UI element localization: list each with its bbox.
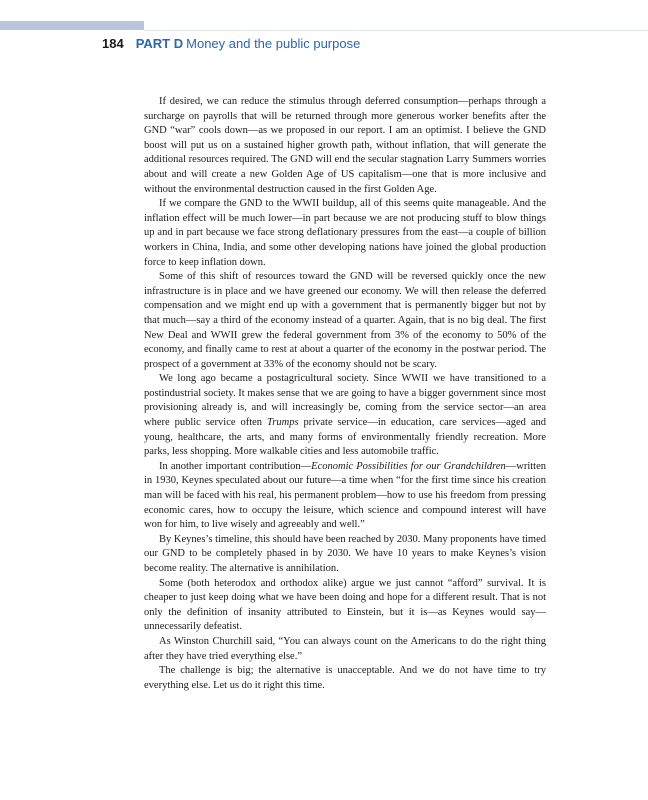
paragraph-5-text-b: —written in 1930, Keynes speculated about our future—a time when “for the first time since his creation man will be faced with his real, his permanent problem—how to use his freedom from pressing economic cares, how to occupy the leisure, which science and compound interest will have won for him, to live wisely and agreeably and well.” bbox=[144, 460, 546, 531]
header-color-band bbox=[0, 21, 144, 30]
paragraph-6: By Keynes’s timeline, this should have been reached by 2030. Many proponents have timed our GND to be completely phased in by 2030. We have 10 years to make Keynes’s vision become reality. The alternative is annihilation. bbox=[144, 533, 546, 574]
paragraph-1: If desired, we can reduce the stimulus through deferred consumption—perhaps through a surcharge on payrolls that will be returned through more generous worker benefits after the GND “war” cools down—as we proposed in our report. I am an optimist. I believe the GND boost will put us on a sustained higher growth path, without inflation, that will generate the additional resources required. The GND will end the secular stagnation Larry Summers worries about and will create a new Golden Age of US capitalism—one that is more inclusive and without the environmental destruction caused in the first Golden Age. bbox=[144, 96, 546, 195]
running-header bbox=[102, 35, 360, 53]
paragraph-4-text-b: private service—in education, care services—aged and young, healthcare, the arts, and many forms of environmentally friendly recreation. More parks, less shopping. More walkable cities and less automobile traffic. bbox=[144, 417, 546, 458]
paragraph-2: If we compare the GND to the WWII buildup, all of this seems quite manageable. And the inflation effect will be much lower—in part because we are not producing stuff to blow things up and in part because we face strong deflationary pressures from the east—a couple of billion workers in China, India, and some other developing nations have joined the global production force to keep inflation down. bbox=[144, 198, 546, 268]
paragraph-9: The challenge is big; the alternative is unacceptable. And we do not have time to try everything else. Let us do it right this time. bbox=[144, 665, 546, 691]
paragraph-7: Some (both heterodox and orthodox alike) argue we just cannot “afford” survival. It is cheaper to just keep doing what we have been doing and hope for a different result. That is not only the definition of insanity attributed to Einstein, but it is—as Keynes would say—unnecessarily defeatist. bbox=[144, 577, 546, 633]
paragraph-4 bbox=[144, 372, 546, 460]
section-title: Money and the public purpose bbox=[186, 36, 361, 51]
part-label: PART D bbox=[135, 36, 184, 51]
paragraph-3: Some of this shift of resources toward the GND will be reversed quickly once the new infrastructure is in place and we have greened our economy. We will then release the deferred compensation and we might end up with a government that is permanently bigger but not by that much—say a third of the economy instead of a quarter. Again, that is no big deal. The first New Deal and WWII grew the federal government from 3% of the economy to 50% of the economy, and finally came to rest at about a quarter of the economy in the postwar period. The prospect of a government at 33% of the economy should not be scary. bbox=[144, 271, 546, 370]
body-text bbox=[144, 95, 546, 693]
paragraph-8: As Winston Churchill said, “You can always count on the Americans to do the right thing after they have tried everything else.” bbox=[144, 635, 546, 662]
paragraph-5 bbox=[144, 460, 546, 533]
paragraph-5-text-a: In another important contribution— bbox=[159, 460, 312, 472]
paragraph-4-text-a: We long ago became a postagricultural society. Since WWII we have transitioned to a postindustrial society. It makes sense that we are going to have a bigger government since most provisioning already is, and will increasingly be, coming from the service sector—an area where public service often bbox=[144, 373, 546, 429]
emphasis-trumps: Trumps bbox=[267, 417, 299, 429]
book-title: Economic Possibilities for our Grandchildren bbox=[311, 460, 506, 472]
header-rule bbox=[144, 30, 648, 31]
page-number: 184 bbox=[102, 36, 124, 51]
